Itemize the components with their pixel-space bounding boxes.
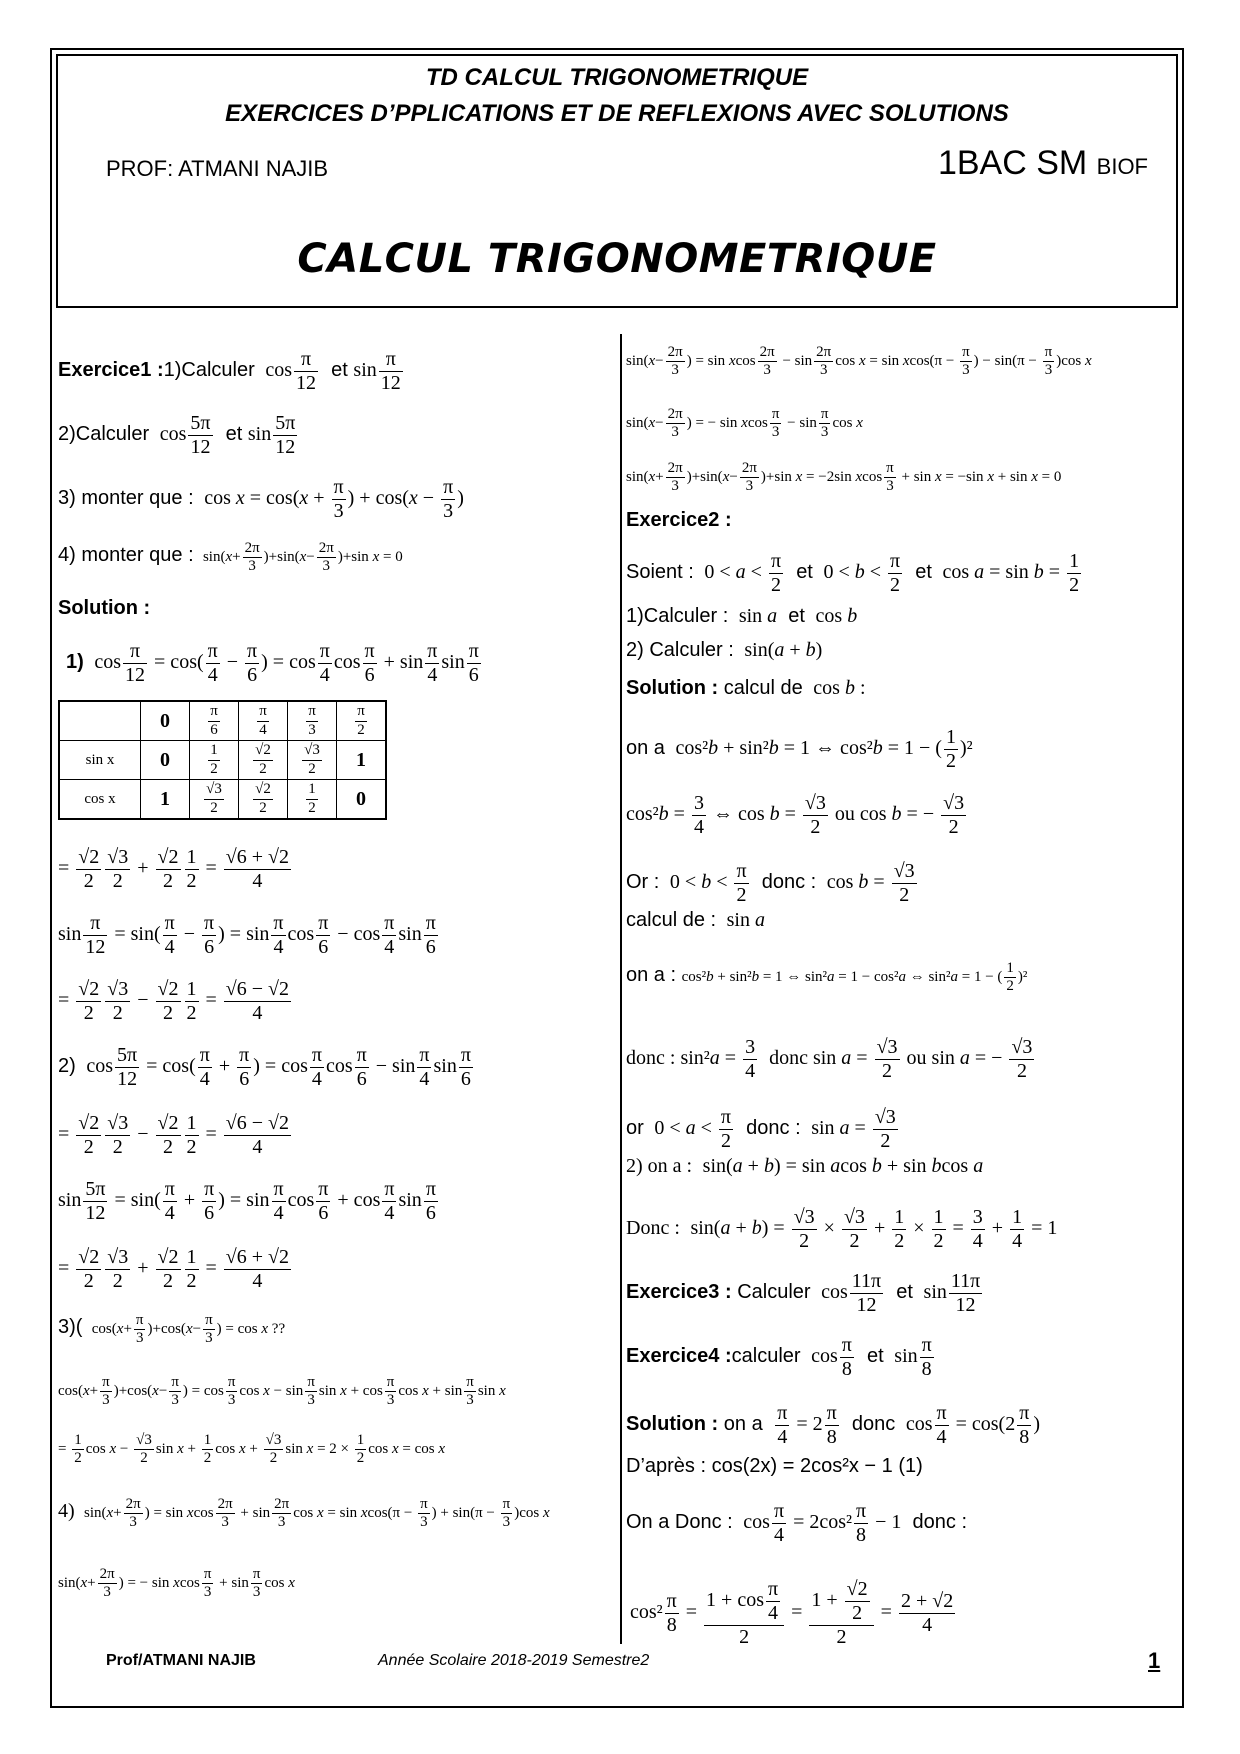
ex2-sol-line6: donc : sin²a = $\frac{3}{4}$ donc sin a = $\frac{√3}{2}$ ou sin a = − $\frac{√3}{2}$ — [626, 1036, 1033, 1082]
table-header-pi2: $\frac{\pi}{2}$ — [337, 701, 387, 741]
or-expr: 0 < b < $\frac{\pi}{2}$ — [664, 860, 747, 906]
sol2-expr1: cos $\frac{5\pi}{12}$ = cos( $\frac{\pi}{4}$ + $\frac{\pi}{6}$ ) = cos $\frac{\pi}{4}$ cos $\frac{\pi}{6}$ − sin $\frac{\pi}{4}$ sin $\frac{\pi}{6}$ — [81, 1044, 471, 1090]
ex1-expr6: sin(x+ $\frac{2\pi}{3}$ )+sin(x− $\frac{2\pi}{3}$ )+sin x = 0 — [199, 540, 403, 575]
header-level — [938, 144, 1148, 183]
trig-values-table — [58, 700, 387, 820]
cos-pi6: $\frac{√3}{2}$ — [190, 780, 239, 820]
dapres-label: D’après : — [626, 1455, 707, 1477]
ex2-expr3: cos a = sin b = $\frac{1}{2}$ — [937, 550, 1080, 596]
ex1-q2: 2)Calculer — [58, 423, 150, 446]
table-sin-label: sin x — [59, 741, 141, 780]
sol3-line1 — [58, 1312, 285, 1348]
table-header-pi4: $\frac{\pi}{4}$ — [239, 701, 288, 741]
formula-1: cos(2x) = 2cos²x − 1 (1) — [711, 1455, 923, 1477]
page-number: 1 — [1148, 1648, 1161, 1673]
sol4-line1 — [58, 1496, 550, 1532]
ex1-line4 — [58, 540, 403, 576]
ex2-q1-label: 1)Calculer : — [626, 605, 729, 627]
sol4-expr1: sin(x+ $\frac{2\pi}{3}$ ) = sin xcos $\frac{2\pi}{3}$ + sin $\frac{2\pi}{3}$ cos x = sin xcos(π − $\frac{\pi}{3}$ ) + sin(π − $\frac{\pi}{3}$ )cos x — [80, 1496, 550, 1531]
r-line3: sin(x+ $\frac{2\pi}{3}$ )+sin(x− $\frac{2\pi}{3}$ )+sin x = −2sin xcos $\frac{\pi}{3}$ + sin x = −sin x + sin x = 0 — [626, 460, 1062, 495]
calc-cosb-label: calcul de — [723, 677, 803, 699]
sin-pi2: 1 — [337, 741, 387, 780]
ex4-sol-line4: cos² $\frac{\pi}{8}$ = 1 + cos $\frac{\pi}{4}$ 2 = 1 + $\frac{√2}{2}$ 2 = $\frac{2 + √2}{4}$ — [630, 1578, 954, 1648]
header-prof: PROF: ATMANI NAJIB — [106, 156, 329, 181]
ex2-q1 — [626, 606, 857, 626]
sol3-expr1: cos(x+ $\frac{\pi}{3}$ )+cos(x− $\frac{\pi}{3}$ ) = cos x ?? — [88, 1312, 286, 1347]
solution-label-1: Solution : — [58, 597, 151, 619]
ex2-sol-title — [626, 678, 866, 698]
ou-2: ou — [906, 1047, 927, 1070]
et-r5: et — [867, 1345, 884, 1368]
s3-label: 3)( — [58, 1316, 83, 1339]
ex2-q1-expr: sin a — [733, 605, 778, 627]
header-box — [56, 54, 1178, 308]
ex2-line1 — [626, 550, 1083, 597]
ex1-label: Exercice1 : — [58, 359, 164, 382]
sol-expr3: sin(a + b) = sin acos b + sin bcos a — [697, 1155, 984, 1177]
cos-pi3: $\frac{1}{2}$ — [288, 780, 337, 820]
cos-pi2: 0 — [337, 780, 387, 820]
on-a-donc-label: On a Donc : — [626, 1511, 733, 1534]
ex1-line1 — [58, 348, 405, 395]
sol2-line1 — [58, 1044, 475, 1091]
sol-expr2: cos²b + sin²b = 1 ⇔ sin²a = 1 − cos²a ⇔ sin²a = 1 − ( $\frac{1}{2}$ )² — [681, 960, 1028, 995]
column-divider — [620, 334, 622, 1644]
sol4-label: Solution : — [626, 1413, 719, 1436]
table-row — [59, 780, 386, 820]
soient-label: Soient : — [626, 561, 694, 584]
sin-pi6: $\frac{1}{2}$ — [190, 741, 239, 780]
sol1-expr1: cos $\frac{\pi}{12}$ = cos( $\frac{\pi}{4}$ − $\frac{\pi}{6}$ ) = cos $\frac{\pi}{4}$ cos $\frac{\pi}{6}$ + sin $\frac{\pi}{4}$ sin $\frac{\pi}{6}$ — [89, 640, 479, 686]
ex2-label: Exercice2 : — [626, 509, 732, 531]
ex2-q1-expr2: cos b — [810, 605, 858, 627]
sol4-expr2: cos $\frac{\pi}{4}$ = cos(2 $\frac{\pi}{8}$ ) — [900, 1402, 1040, 1448]
ex1-expr5: cos x = cos(x + $\frac{\pi}{3}$ ) + cos(x − $\frac{\pi}{3}$ ) — [199, 476, 464, 522]
donc-2: donc : — [626, 1047, 676, 1070]
page-title: CALCUL TRIGONOMETRIQUE — [297, 236, 937, 282]
ex3-expr1: cos $\frac{11\pi}{12}$ — [816, 1270, 882, 1316]
ex4-sol-line3 — [626, 1500, 967, 1547]
ex4-expr1: cos $\frac{\pi}{8}$ — [806, 1334, 852, 1380]
or-2: or — [626, 1117, 644, 1140]
on-a-2: on a : — [626, 964, 677, 987]
or2-expr: 0 < a < $\frac{\pi}{2}$ — [649, 1106, 732, 1152]
ex2-expr1: 0 < a < $\frac{\pi}{2}$ — [699, 550, 782, 596]
ex1-q1: 1)Calculer — [163, 359, 255, 382]
cos-pi4: $\frac{√2}{2}$ — [239, 780, 288, 820]
ex2-sol-line1 — [626, 726, 973, 773]
ex1-expr1: cos $\frac{\pi}{12}$ — [260, 348, 317, 394]
sin-pi3: $\frac{√3}{2}$ — [288, 741, 337, 780]
donc-1: donc : — [761, 871, 817, 894]
s4-label: 4) — [58, 1500, 75, 1523]
ex4-text: calculer — [731, 1345, 801, 1368]
sol3-line3: = $\frac{1}{2}$ cos x − $\frac{√3}{2}$ sin x + $\frac{1}{2}$ cos x + $\frac{√3}{2}$ sin x = 2 × $\frac{1}{2}$ cos x = cos x — [58, 1432, 446, 1467]
et-r2: et — [915, 561, 932, 584]
ex2-expr2: 0 < b < $\frac{\pi}{2}$ — [818, 550, 901, 596]
ex2-solution-label: Solution : — [626, 677, 719, 699]
ex2-q2-expr: sin(a + b) — [739, 639, 823, 661]
sol4-line2: sin(x+ $\frac{2\pi}{3}$ ) = − sin xcos $\frac{\pi}{3}$ + sin $\frac{\pi}{3}$ cos x — [58, 1566, 295, 1601]
donc-4: donc — [851, 1413, 896, 1436]
ex2-sol-line4 — [626, 910, 765, 930]
ex2-sol-line3 — [626, 860, 919, 907]
header-line2: EXERCICES D’PPLICATIONS ET DE REFLEXIONS AVEC SOLUTIONS — [225, 100, 1009, 127]
table-header-0: 0 — [141, 701, 190, 741]
sol4-text: on a — [723, 1413, 763, 1436]
footer-author: Prof/ATMANI NAJIB — [106, 1652, 256, 1669]
sol2-line3: sin $\frac{5\pi}{12}$ = sin( $\frac{\pi}{4}$ + $\frac{\pi}{6}$ ) = sin $\frac{\pi}{4}$ cos $\frac{\pi}{6}$ + cos $\frac{\pi}{4}$ sin $\frac{\pi}{6}$ — [58, 1178, 436, 1224]
ex2-sol-line9 — [626, 1206, 1057, 1253]
header-line1: TD CALCUL TRIGONOMETRIQUE — [425, 64, 809, 91]
sin-pi4: $\frac{√2}{2}$ — [239, 741, 288, 780]
cos-0: 1 — [141, 780, 190, 820]
sol-expr1: cos²b + sin²b = 1 ⇔ cos²b = 1 − ( $\frac{1}{2}$ )² — [670, 726, 973, 772]
or-label: Or : — [626, 871, 660, 894]
donc-5: donc : — [912, 1511, 967, 1534]
table-cos-label: cos x — [59, 780, 141, 820]
sol1-line4: = $\frac{√2}{2}$ $\frac{√3}{2}$ − $\frac{√2}{2}$ $\frac{1}{2}$ = $\frac{√6 - √2}{4}$ — [58, 978, 290, 1024]
Donc-label: Donc : — [626, 1217, 680, 1240]
sol2-line4: = $\frac{√2}{2}$ $\frac{√3}{2}$ + $\frac{√2}{2}$ $\frac{1}{2}$ = $\frac{√6 + √2}{4}$ — [58, 1246, 290, 1292]
level-text: 1BAC SM — [937, 144, 1088, 182]
ex2-sol-line7 — [626, 1106, 900, 1153]
et-r4: et — [896, 1281, 913, 1304]
ex2-sol-line5 — [626, 960, 1027, 996]
sol3-line2: cos(x+ $\frac{\pi}{3}$ )+cos(x− $\frac{\pi}{3}$ ) = cos $\frac{\pi}{3}$ cos x − sin $\frac{\pi}{3}$ sin x + cos $\frac{\pi}{3}$ cos x + sin $\frac{\pi}{3}$ sin x — [58, 1374, 506, 1409]
ex4-expr2: sin $\frac{\pi}{8}$ — [889, 1334, 932, 1380]
calc-sina-label: calcul de : — [626, 909, 717, 931]
sin-0: 0 — [141, 741, 190, 780]
ex4-sol-line1 — [626, 1402, 1040, 1449]
ex1-line3 — [58, 476, 464, 523]
ex3-expr2: sin $\frac{11\pi}{12}$ — [918, 1270, 981, 1316]
s1-label: 1) — [66, 651, 84, 674]
table-row — [59, 741, 386, 780]
table-header-pi3: $\frac{\pi}{3}$ — [288, 701, 337, 741]
ex2-q2 — [626, 640, 822, 660]
donc-3: donc : — [746, 1117, 801, 1140]
r-line2: sin(x− $\frac{2\pi}{3}$ ) = − sin xcos $\frac{\pi}{3}$ − sin $\frac{\pi}{3}$ cos x — [626, 406, 863, 441]
r-line1: sin(x− $\frac{2\pi}{3}$ ) = sin xcos $\frac{2\pi}{3}$ − sin $\frac{2\pi}{3}$ cos x = sin xcos(π − $\frac{\pi}{3}$ ) − sin(π − $\frac{\pi}{3}$ )cos x — [626, 344, 1092, 379]
sol1-line2: = $\frac{√2}{2}$ $\frac{√3}{2}$ + $\frac{√2}{2}$ $\frac{1}{2}$ = $\frac{√6 + √2}{4}$ — [58, 846, 290, 892]
ex3-label: Exercice3 : — [626, 1281, 732, 1304]
sol2-line2: = $\frac{√2}{2}$ $\frac{√3}{2}$ − $\frac{√2}{2}$ $\frac{1}{2}$ = $\frac{√6 - √2}{4}$ — [58, 1112, 290, 1158]
sol4-expr3: cos $\frac{\pi}{4}$ = 2cos² $\frac{\pi}{8}$ − 1 — [738, 1500, 902, 1546]
ex2-sol-line8 — [626, 1156, 983, 1176]
on-a-1: on a — [626, 737, 665, 760]
ou-1: ou — [834, 803, 855, 826]
level-suffix: BIOF — [1096, 154, 1148, 179]
et-r1: et — [796, 561, 813, 584]
footer-year: Année Scolaire 2018-2019 Semestre2 — [378, 1652, 650, 1669]
ex1-expr2: sin $\frac{\pi}{12}$ — [353, 348, 401, 394]
ex2-sol-line2: cos²b = $\frac{3}{4}$ ⇔ cos b = $\frac{√3}{2}$ ou cos b = − $\frac{√3}{2}$ — [626, 792, 965, 838]
ex1-q4: 4) monter que : — [58, 544, 194, 567]
et-2: et — [225, 423, 243, 446]
sol4-expr1: $\frac{\pi}{4}$ = 2 $\frac{\pi}{8}$ — [777, 1402, 837, 1448]
et-1: et — [331, 359, 348, 382]
ex4-sol-line2 — [626, 1456, 923, 1476]
ex3-line — [626, 1270, 984, 1317]
table-corner — [59, 701, 141, 741]
sol1-line1 — [66, 640, 483, 687]
cosb-expr: cos b : — [808, 677, 866, 699]
ex1-line2 — [58, 412, 299, 459]
s2-label: 2) — [58, 1055, 76, 1078]
ex1-expr4: sin $\frac{5\pi}{12}$ — [247, 412, 296, 458]
donc-expr2: sin a = $\frac{√3}{2}$ — [806, 1106, 896, 1152]
sina-expr: sin a — [721, 909, 765, 931]
ex1-expr3: cos $\frac{5\pi}{12}$ — [154, 412, 211, 458]
donc-expr1: cos b = $\frac{√3}{2}$ — [821, 860, 915, 906]
ex3-text: Calculer — [737, 1281, 811, 1304]
ex4-line — [626, 1334, 936, 1381]
et-r3: et — [788, 605, 805, 627]
table-header-pi6: $\frac{\pi}{6}$ — [190, 701, 239, 741]
sol-expr4: sin(a + b) = $\frac{√3}{2}$ × $\frac{√3}{2}$ + $\frac{1}{2}$ × $\frac{1}{2}$ = $\frac{3}{4}$ + $\frac{1}{4}$ = 1 — [685, 1206, 1058, 1252]
ex4-label: Exercice4 : — [626, 1345, 732, 1368]
ex2-q2-label: 2) Calculer : — [626, 639, 734, 661]
on-a-3: 2) on a : — [626, 1155, 693, 1177]
table-row — [59, 701, 386, 741]
sol1-line3: sin $\frac{\pi}{12}$ = sin( $\frac{\pi}{4}$ − $\frac{\pi}{6}$ ) = sin $\frac{\pi}{4}$ cos $\frac{\pi}{6}$ − cos $\frac{\pi}{4}$ sin $\frac{\pi}{6}$ — [58, 912, 436, 958]
ex1-q3: 3) monter que : — [58, 487, 194, 510]
